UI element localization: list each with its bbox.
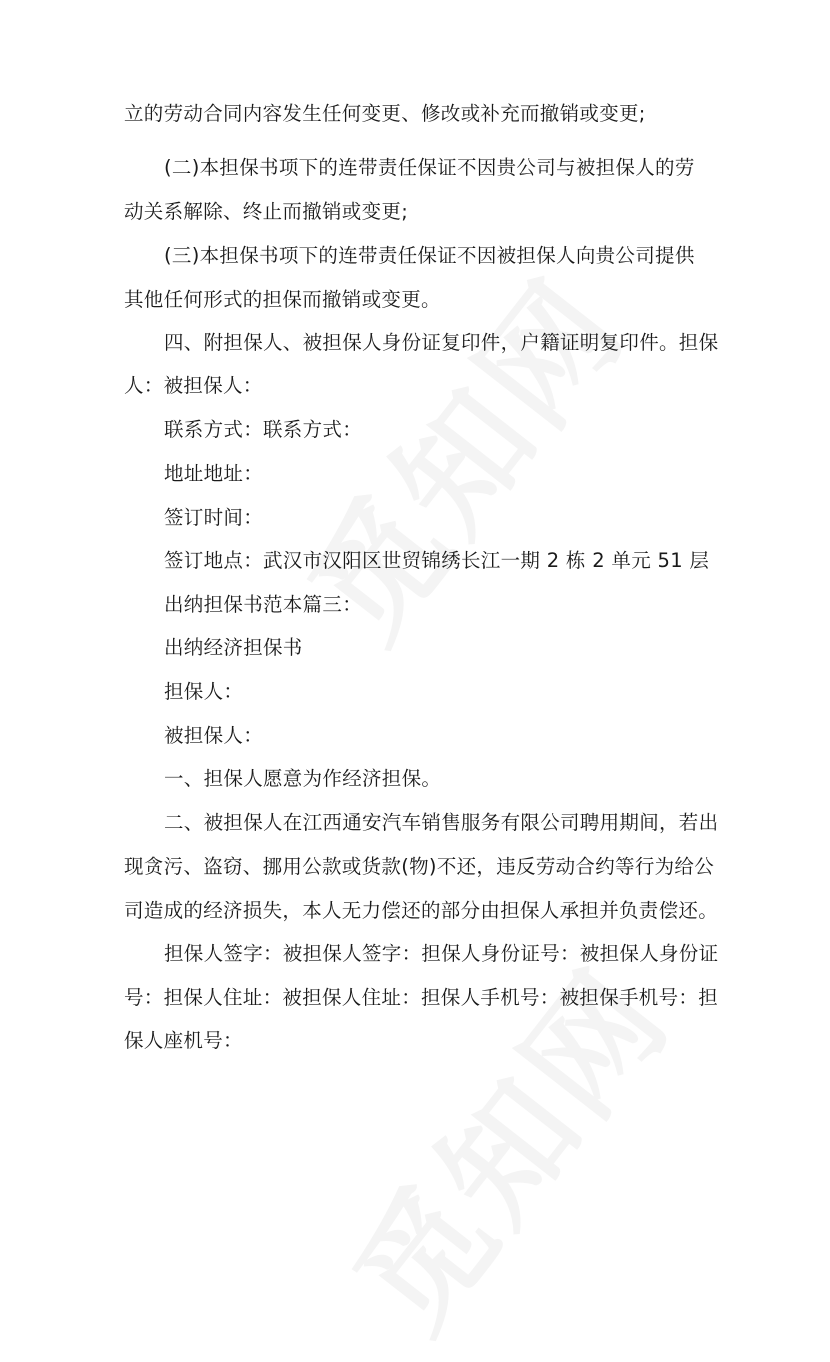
- paragraph-line: 动关系解除、终止而撤销或变更;: [124, 200, 409, 223]
- paragraph-line: 现贪污、盗窃、挪用公款或货款(物)不还，违反劳动合约等行为给公: [124, 855, 715, 878]
- paragraph-line: 地址地址：: [164, 462, 264, 485]
- paragraph-line: 担保人签字：被担保人签字：担保人身份证号：被担保人身份证: [164, 942, 719, 965]
- paragraph-line: 被担保人：: [164, 724, 264, 747]
- paragraph-line: 司造成的经济损失，本人无力偿还的部分由担保人承担并负责偿还。: [124, 899, 719, 922]
- paragraph-line: 四、附担保人、被担保人身份证复印件，户籍证明复印件。担保: [164, 331, 719, 354]
- paragraph-line: 其他任何形式的担保而撤销或变更。: [124, 288, 441, 311]
- paragraph-line: 签订地点：武汉市汉阳区世贸锦绣长江一期 2 栋 2 单元 51 层: [164, 549, 710, 572]
- paragraph-line: 担保人：: [164, 680, 244, 703]
- paragraph-line: 二、被担保人在江西通安汽车销售服务有限公司聘用期间，若出: [164, 811, 719, 834]
- paragraph-line: 出纳经济担保书: [164, 636, 303, 659]
- paragraph-line: 签订时间：: [164, 506, 264, 529]
- paragraph-line: 号：担保人住址：被担保人住址：担保人手机号：被担保手机号：担: [124, 986, 719, 1009]
- paragraph-line: 联系方式：联系方式：: [164, 418, 363, 441]
- paragraph-line: (三)本担保书项下的连带责任保证不因被担保人向贵公司提供: [164, 244, 695, 267]
- paragraph-line: 出纳担保书范本篇三：: [164, 593, 363, 616]
- paragraph-line: 人：被担保人：: [124, 374, 263, 397]
- paragraph-line: (二)本担保书项下的连带责任保证不因贵公司与被担保人的劳: [164, 156, 695, 179]
- paragraph-line: 保人座机号：: [124, 1029, 243, 1052]
- paragraph-line: 立的劳动合同内容发生任何变更、修改或补充而撤销或变更;: [124, 102, 646, 125]
- paragraph-line: 一、担保人愿意为作经济担保。: [164, 767, 442, 790]
